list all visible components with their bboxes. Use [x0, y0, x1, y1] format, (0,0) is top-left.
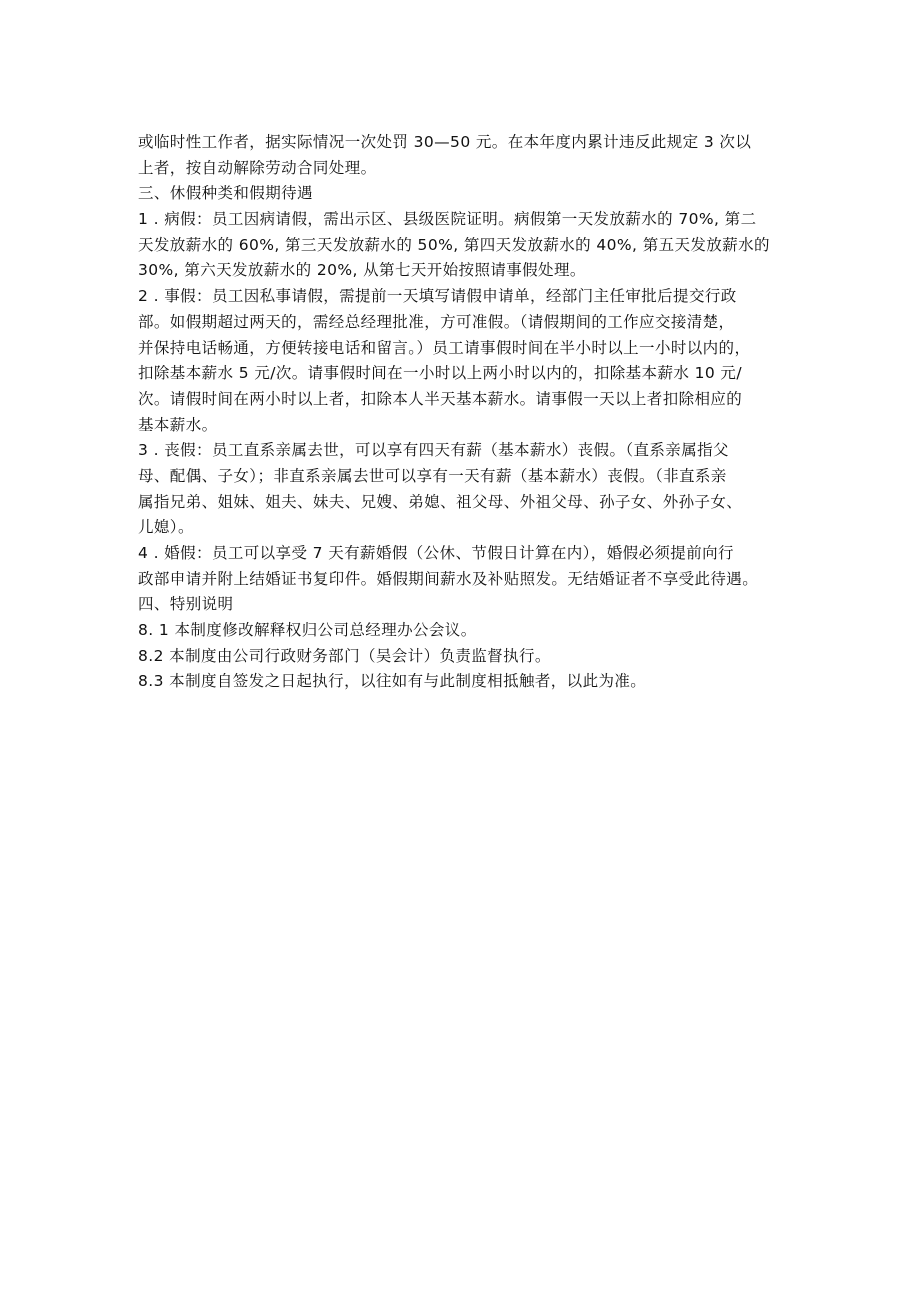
text-line: 1 . 病假：员工因病请假，需出示区、县级医院证明。病假第一天发放薪水的 70%, 第二	[138, 210, 757, 229]
text-line: 基本薪水。	[138, 415, 218, 434]
section-heading: 三、休假种类和假期待遇	[138, 184, 313, 203]
text-line: 8.3 本制度自签发之日起执行，以往如有与此制度相抵触者，以此为准。	[138, 672, 647, 691]
text-line: 3 . 丧假：员工直系亲属去世，可以享有四天有薪（基本薪水）丧假。（直系亲属指父	[138, 441, 729, 460]
text-line: 4 . 婚假：员工可以享受 7 天有薪婚假（公休、节假日计算在内），婚假必须提前向行	[138, 544, 734, 562]
text-line: 8.2 本制度由公司行政财务部门（吴会计）负责监督执行。	[138, 646, 551, 665]
text-line: 并保持电话畅通，方便转接电话和留言。）员工请事假时间在半小时以上一小时以内的，	[138, 338, 751, 357]
text-line: 或临时性工作者，据实际情况一次处罚 30—50 元。在本年度内累计违反此规定 3 次以	[138, 133, 752, 151]
text-line: 属指兄弟、姐妹、姐夫、妹夫、兄嫂、弟媳、祖父母、外祖父母、孙子女、外孙子女、	[138, 492, 743, 511]
text-line: 上者，按自动解除劳动合同处理。	[138, 158, 377, 177]
text-line: 扣除基本薪水 5 元/次。请事假时间在一小时以上两小时以内的，扣除基本薪水 10 元/	[138, 364, 742, 383]
text-line: 8. 1 本制度修改解释权归公司总经理办公会议。	[138, 621, 477, 640]
text-line: 天发放薪水的 60%, 第三天发放薪水的 50%, 第四天发放薪水的 40%, 第五天发放薪水的	[138, 235, 770, 254]
text-line: 部。如假期超过两天的，需经总经理批准，方可准假。（请假期间的工作应交接清楚，	[138, 312, 735, 331]
section-heading: 四、特别说明	[138, 595, 234, 614]
text-line: 儿媳）。	[138, 518, 194, 537]
text-line: 政部申请并附上结婚证书复印件。婚假期间薪水及补贴照发。无结婚证者不享受此待遇。	[138, 569, 759, 588]
document-body	[138, 130, 798, 695]
text-line: 2 . 事假：员工因私事请假，需提前一天填写请假申请单，经部门主任审批后提交行政	[138, 287, 737, 306]
text-line: 次。请假时间在两小时以上者，扣除本人半天基本薪水。请事假一天以上者扣除相应的	[138, 389, 743, 408]
text-line: 母、配偶、子女）；非直系亲属去世可以享有一天有薪（基本薪水）丧假。（非直系亲	[138, 466, 727, 485]
text-line: 30%, 第六天发放薪水的 20%, 从第七天开始按照请事假处理。	[138, 261, 586, 280]
